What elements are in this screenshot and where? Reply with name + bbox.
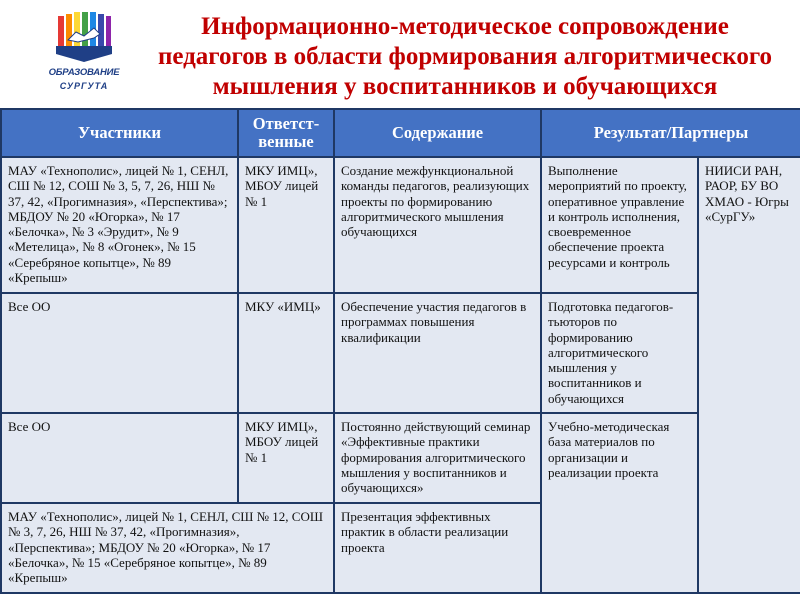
cell-result: Выполнение мероприятий по проекту, оперативное управление и контроль исполнения, своевременное обеспечение проекта ресурсами и контроль	[541, 157, 698, 293]
page-title	[140, 12, 790, 102]
cell-responsible: МКУ ИМЦ», МБОУ лицей № 1	[238, 413, 334, 503]
logo-text-line1: ОБРАЗОВАНИЕ	[48, 67, 120, 78]
cell-responsible: МКУ ИМЦ», МБОУ лицей № 1	[238, 157, 334, 293]
logo	[42, 10, 126, 106]
logo-text-line2: СУРГУТА	[59, 81, 109, 91]
cell-participants: Все ОО	[1, 413, 238, 503]
cell-participants: МАУ «Технополис», лицей № 1, СЕНЛ, СШ № 12, СОШ № 3, 5, 7, 26, НШ № 37, 42, «Прогимназия», «Перспектива»; МБДОУ № 20 «Югорка», № 17 «Белочка», № 3 «Эрудит», № 9 «Метелица», № 8 «Огонек», № 15 «Серебряное копытце», № 89 «Крепыш»	[1, 157, 238, 293]
cell-result: Учебно-методическая база материалов по организации и реализации проекта	[541, 413, 698, 593]
title-line-3: мышления у воспитанников и обучающихся	[212, 73, 718, 100]
header-content: Содержание	[334, 109, 541, 157]
cell-content: Постоянно действующий семинар «Эффективные практики формирования алгоритмического мышления у воспитанников и обучающихся»	[334, 413, 541, 503]
support-table	[0, 108, 800, 594]
cell-partners: НИИСИ РАН, РАОР, БУ ВО ХМАО - Югры «СурГУ»	[698, 157, 800, 593]
header-results: Результат/Партнеры	[541, 109, 800, 157]
cell-result: Подготовка педагогов-тьюторов по формированию алгоритмического мышления у воспитанников и обучающихся	[541, 293, 698, 413]
cell-content: Создание межфункциональной команды педагогов, реализующих проекты по формированию алгоритмического мышления обучающихся	[334, 157, 541, 293]
table-header-row	[1, 109, 800, 157]
table-row	[1, 413, 800, 503]
table-row	[1, 157, 800, 293]
title-line-1: Информационно-методическое сопровождение	[201, 13, 729, 40]
title-line-2: педагогов в области формирования алгоритмического	[157, 43, 773, 70]
education-emblem-icon	[54, 10, 114, 64]
header-responsible-line2: венные	[258, 132, 314, 151]
header-responsible-line1: Ответст-	[252, 114, 320, 133]
cell-content: Обеспечение участия педагогов в программах повышения квалификации	[334, 293, 541, 413]
header-participants: Участники	[1, 109, 238, 157]
cell-content: Презентация эффективных практик в области реализации проекта	[334, 503, 541, 593]
cell-participants: МАУ «Технополис», лицей № 1, СЕНЛ, СШ № 12, СОШ № 3, 7, 26, НШ № 37, 42, «Прогимназия», «Перспектива»; МБДОУ № 20 «Югорка», № 17 «Белочка», № 15 «Серебряное копытце», № 89 «Крепыш»	[1, 503, 334, 593]
table-row	[1, 293, 800, 413]
header-responsible	[238, 109, 334, 157]
cell-participants: Все ОО	[1, 293, 238, 413]
cell-responsible: МКУ «ИМЦ»	[238, 293, 334, 413]
